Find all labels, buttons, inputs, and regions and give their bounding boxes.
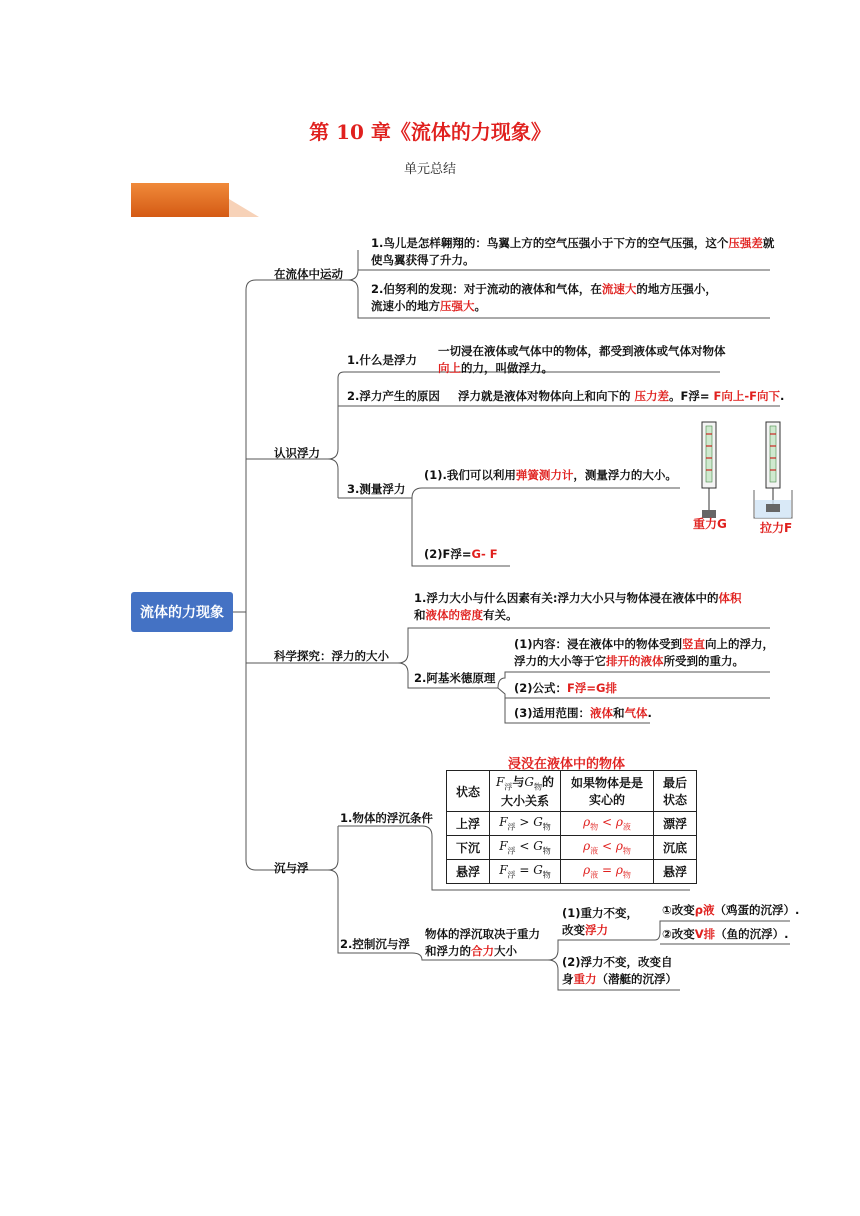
sink-float-table-wrap <box>446 770 697 884</box>
b4-item2-label: 2.控制沉与浮 <box>340 937 410 951</box>
table-cell: $\rho_液 = \rho_物$ <box>561 860 654 884</box>
table-cell: 下沉 <box>447 836 490 860</box>
table-row <box>447 836 697 860</box>
b2-item1-desc1: 一切浸在液体或气体中的物体，都受到液体或气体对物体 <box>438 344 726 358</box>
scale-pull <box>754 422 792 518</box>
table-cell: 漂浮 <box>654 812 697 836</box>
scale-gravity <box>702 422 716 518</box>
figure-label-pull: 拉力F <box>760 521 793 535</box>
b4-item2-sub1-line2: 改变浮力 <box>562 923 608 937</box>
b3-item2-sub1-line2: 浮力的大小等于它排开的液体所受到的重力。 <box>514 654 744 668</box>
table-cell: $F_浮 > G_物$ <box>490 812 561 836</box>
b1-item2-line2: 流速小的地方压强大。 <box>371 299 486 313</box>
table-cell: 悬浮 <box>447 860 490 884</box>
b2-item3-sub1: (1).我们可以利用弹簧测力计，测量浮力的大小。 <box>424 468 677 482</box>
header-cell: $F_浮$与$G_物$的 大小关系 <box>490 771 561 812</box>
page-subtitle: 单元总结 <box>403 162 456 177</box>
b2-item2-desc: 浮力就是液体对物体向上和向下的 压力差。F浮= F向上-F向下. <box>458 389 785 403</box>
table-row <box>447 812 697 836</box>
branch-fluid-motion: 在流体中运动 <box>274 267 343 281</box>
branch-buoyancy-size: 科学探究：浮力的大小 <box>274 649 389 663</box>
page-title: 第 10 章《流体的力现象》 <box>309 120 551 144</box>
table-cell: 沉底 <box>654 836 697 860</box>
b3-item2-sub3: (3)适用范围：液体和气体. <box>514 706 652 720</box>
table-cell: $F_浮 < G_物$ <box>490 836 561 860</box>
b3-item1-line2: 和液体的密度有关。 <box>414 608 518 622</box>
table-cell: $\rho_物 < \rho_液$ <box>561 812 654 836</box>
branch-sink-float: 沉与浮 <box>274 861 309 875</box>
table-caption: 浸没在液体中的物体 <box>508 757 626 772</box>
header-cell: 最后 状态 <box>654 771 697 812</box>
b4-item2-desc1: 物体的浮沉取决于重力 <box>425 927 540 941</box>
table-cell: $\rho_液 < \rho_物$ <box>561 836 654 860</box>
table-header-row <box>447 771 697 812</box>
root-node: 流体的力现象 <box>131 592 233 632</box>
b3-item1-line1: 1.浮力大小与什么因素有关:浮力大小只与物体浸在液体中的体积 <box>414 591 742 605</box>
b3-item2-sub1-line1: (1)内容：浸在液体中的物体受到竖直向上的浮力， <box>514 637 775 651</box>
b4-item2-opt1: ①改变ρ液（鸡蛋的沉浮）. <box>662 903 800 917</box>
b1-item1-line1: 1.鸟儿是怎样翱翔的：鸟翼上方的空气压强小于下方的空气压强，这个压强差就 <box>371 236 775 250</box>
table-cell: $F_浮 = G_物$ <box>490 860 561 884</box>
branch-buoyancy: 认识浮力 <box>274 446 320 460</box>
sink-float-table <box>446 770 697 884</box>
b2-item3-label: 3.测量浮力 <box>347 482 406 496</box>
header-cell: 如果物体是是 实心的 <box>561 771 654 812</box>
b2-item1-label: 1.什么是浮力 <box>347 353 417 367</box>
b1-item1-line2: 使鸟翼获得了升力。 <box>371 253 475 267</box>
figure-label-gravity: 重力G <box>693 517 727 531</box>
b4-item2-opt2: ②改变V排（鱼的沉浮）. <box>662 927 789 941</box>
b4-item2-sub1-line1: (1)重力不变， <box>562 906 639 920</box>
b4-item2-sub2-line1: (2)浮力不变，改变自 <box>562 955 673 969</box>
b4-item1-label: 1.物体的浮沉条件 <box>340 811 433 825</box>
b1-item2-line1: 2.伯努利的发现：对于流动的液体和气体，在流速大的地方压强小， <box>371 282 717 296</box>
table-cell: 上浮 <box>447 812 490 836</box>
b2-item1-desc2: 向上的力，叫做浮力。 <box>438 361 553 375</box>
b4-item2-sub2-line2: 身重力（潜艇的沉浮） <box>562 972 677 986</box>
b3-item2-sub2: (2)公式：F浮=G排 <box>514 681 617 695</box>
b4-item2-desc2: 和浮力的合力大小 <box>425 944 517 958</box>
table-row <box>447 860 697 884</box>
table-cell: 悬浮 <box>654 860 697 884</box>
b3-item2-label: 2.阿基米德原理 <box>414 671 496 685</box>
b2-item3-sub2: (2)F浮=G- F <box>424 547 498 561</box>
header-cell: 状态 <box>447 771 490 812</box>
b2-item2-label: 2.浮力产生的原因 <box>347 389 440 403</box>
